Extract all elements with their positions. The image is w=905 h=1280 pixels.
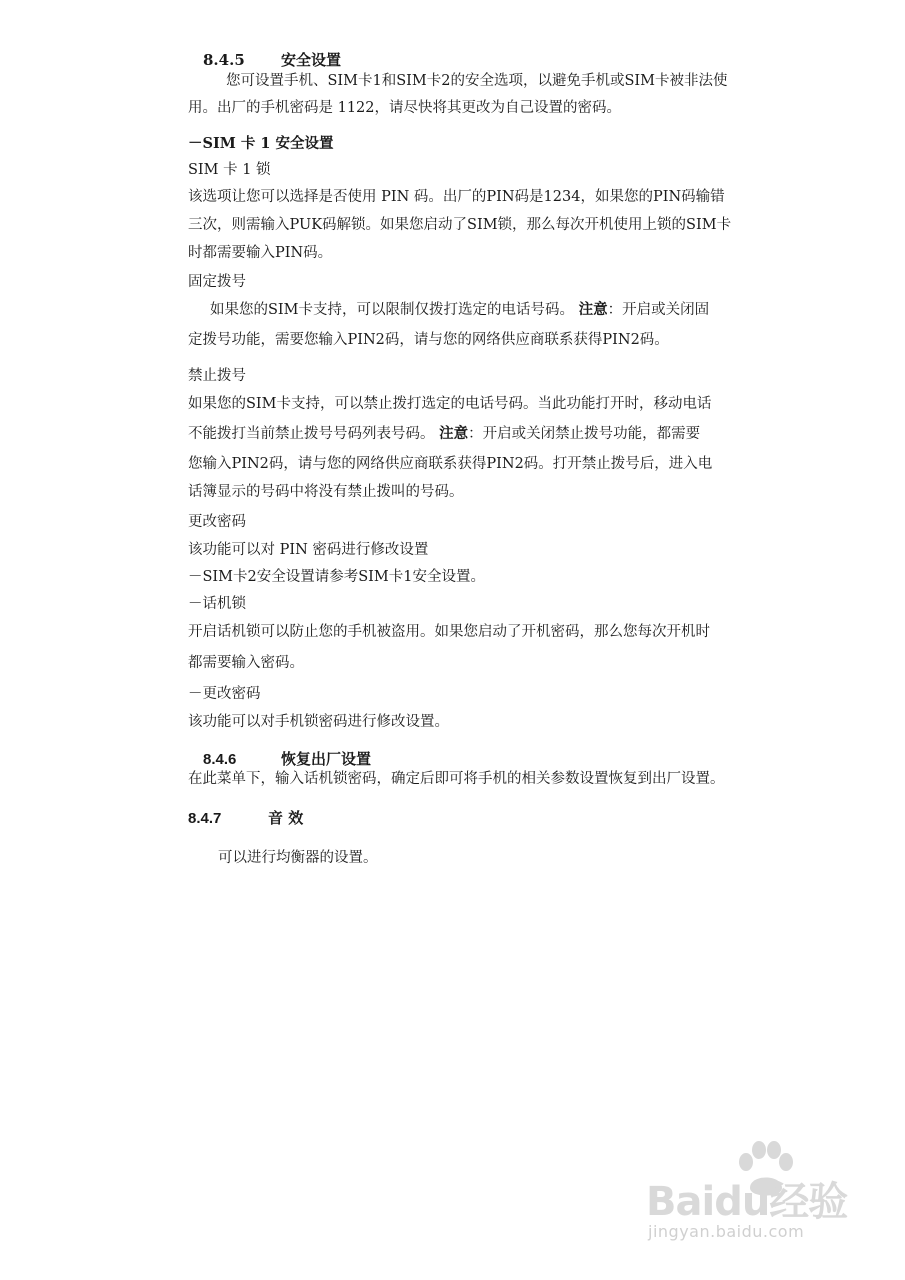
section-title: 恢复出厂设置 [281,750,372,768]
barred-dial-line-2 [188,424,700,444]
section-title: 音 效 [268,809,304,827]
watermark-url: jingyan.baidu.com [648,1222,805,1241]
sim2-security-line: －SIM卡2安全设置请参考SIM卡1安全设置。 [188,569,485,585]
section-number: 8.4.6 [203,751,237,768]
section-846-heading [203,749,371,770]
fixed-dial-text-b: ：开启或关闭固 [607,302,710,318]
barred-dial-note: 注意 [439,425,469,442]
section-number: 8.4.7 [188,810,222,827]
section-title: 安全设置 [281,51,342,69]
phone-lock-line-2: 都需要输入密码。 [188,655,304,671]
barred-dial-line-1: 如果您的SIM卡支持，可以禁止拨打选定的电话号码。当此功能打开时，移动电话 [188,396,712,412]
change-phone-pw-line-1: 该功能可以对手机锁密码进行修改设置。 [188,714,449,730]
watermark-brand: Baidu经验 [646,1179,848,1225]
fixed-dial-line-2: 定拨号功能，需要您输入PIN2码，请与您的网络供应商联系获得PIN2码。 [188,332,669,348]
sim-lock-title: SIM 卡 1 锁 [188,162,271,178]
section-847-heading [188,808,303,829]
barred-dial-line-4: 话簿显示的号码中将没有禁止拨叫的号码。 [188,484,464,500]
fixed-dial-text-a: 如果您的SIM卡支持，可以限制仅拨打选定的电话号码。 [210,302,575,318]
sim-lock-line-1: 该选项让您可以选择是否使用 PIN 码。出厂的PIN码是1234，如果您的PIN码输错 [188,189,725,205]
barred-dial-text-b: ：开启或关闭禁止拨号功能，都需要 [468,426,701,442]
phone-lock-title: －话机锁 [188,596,246,612]
fixed-dial-title: 固定拨号 [188,274,246,290]
barred-dial-line-3: 您输入PIN2码，请与您的网络供应商联系获得PIN2码。打开禁止拨号后，进入电 [188,456,713,472]
section-846-text: 在此菜单下，输入话机锁密码，确定后即可将手机的相关参数设置恢复到出厂设置。 [188,771,725,787]
barred-dial-text-a: 不能拨打当前禁止拨号号码列表号码。 [188,426,435,442]
fixed-dial-note: 注意 [578,301,608,318]
intro-line-1: 您可设置手机、SIM卡1和SIM卡2的安全选项，以避免手机或SIM卡被非法使 [226,73,728,89]
change-pin-title: 更改密码 [188,514,246,530]
sim1-security-heading: －SIM 卡 1 安全设置 [188,135,334,152]
change-phone-pw-title: －更改密码 [188,686,261,702]
intro-line-2: 用。出厂的手机密码是 1122，请尽快将其更改为自己设置的密码。 [188,100,622,116]
baidu-jingyan-watermark [640,1140,860,1240]
phone-lock-line-1: 开启话机锁可以防止您的手机被盗用。如果您启动了开机密码，那么您每次开机时 [188,624,710,640]
barred-dial-title: 禁止拨号 [188,368,246,384]
fixed-dial-line-1 [210,300,709,320]
sim-lock-line-3: 时都需要输入PIN码。 [188,245,333,261]
sim-lock-line-2: 三次，则需输入PUK码解锁。如果您启动了SIM锁，那么每次开机使用上锁的SIM卡 [188,217,732,233]
section-number: 8.4.5 [203,51,245,69]
change-pin-line-1: 该功能可以对 PIN 密码进行修改设置 [188,542,429,558]
section-845-heading [203,50,341,70]
section-847-text: 可以进行均衡器的设置。 [218,850,378,866]
